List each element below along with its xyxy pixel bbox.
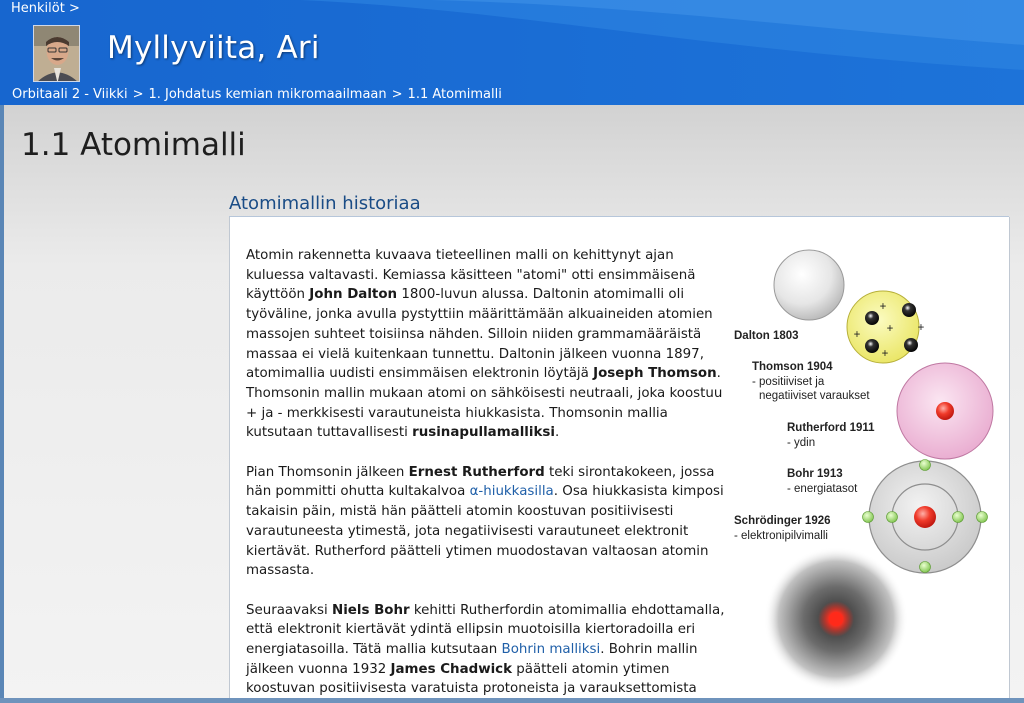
nucleus bbox=[829, 612, 843, 626]
nucleus bbox=[936, 402, 954, 420]
alpha-particles-link[interactable]: α-hiukkasilla bbox=[469, 484, 554, 500]
bold-name: John Dalton bbox=[309, 287, 398, 303]
paragraph-rutherford: Pian Thomsonin jälkeen Ernest Rutherford teki sirontakokeen, jossa hän pommitti ohutta kultakalvoa α-hiukkasilla. Osa hiukkasista kimposi takaisin päin, mistä hän päätteli atomin koostuvan positiivisesti varautuneesta ytimestä, jota negatiivisesti varautuneet elektronit kiertävät. Rutherford päätteli ytimen muodostavan valtaosan atomin massasta. bbox=[246, 464, 724, 579]
label-thomson-desc: negatiiviset varaukset bbox=[759, 390, 870, 402]
plus-charge: + bbox=[917, 322, 925, 334]
avatar[interactable] bbox=[33, 25, 80, 82]
plus-charge: + bbox=[886, 323, 894, 335]
window-bottom-edge bbox=[0, 698, 1024, 703]
plus-charge: + bbox=[853, 329, 861, 341]
label-schrodinger: Schrödinger 1926 bbox=[734, 515, 831, 527]
bold-name: Niels Bohr bbox=[331, 602, 410, 618]
label-rutherford: Rutherford 1911 bbox=[787, 422, 875, 434]
breadcrumb-course[interactable]: Orbitaali 2 - Viikki bbox=[12, 87, 128, 102]
electron bbox=[920, 460, 931, 471]
label-thomson: Thomson 1904 bbox=[752, 361, 833, 373]
bohr-model-link[interactable]: Bohrin malliksi bbox=[501, 642, 601, 658]
section-title: Atomimallin historiaa bbox=[229, 193, 421, 214]
electron bbox=[953, 512, 964, 523]
bold-name: Joseph Thomson bbox=[593, 366, 717, 382]
label-thomson-desc: - positiiviset ja bbox=[752, 376, 825, 388]
breadcrumb-separator: > bbox=[391, 87, 403, 102]
plus-charge: + bbox=[881, 348, 889, 360]
label-dalton: Dalton 1803 bbox=[734, 330, 799, 342]
bold-name: James Chadwick bbox=[390, 661, 513, 677]
label-rutherford-desc: - ydin bbox=[787, 437, 816, 449]
label-bohr: Bohr 1913 bbox=[787, 468, 843, 480]
electron bbox=[865, 311, 879, 325]
profile-header bbox=[0, 0, 1024, 105]
label-bohr-desc: - energiatasot bbox=[787, 483, 858, 495]
electron bbox=[977, 512, 988, 523]
electron bbox=[904, 338, 918, 352]
electron bbox=[887, 512, 898, 523]
electron bbox=[865, 339, 879, 353]
person-name: Myllyviita, Ari bbox=[107, 30, 320, 66]
breadcrumb bbox=[12, 87, 502, 102]
article-text bbox=[246, 246, 731, 703]
people-crumb-link[interactable]: Henkilöt > bbox=[11, 1, 80, 16]
atom-models-diagram bbox=[729, 247, 999, 692]
plus-charge: + bbox=[879, 301, 887, 313]
electron bbox=[902, 303, 916, 317]
page-title: 1.1 Atomimalli bbox=[21, 127, 246, 163]
label-schrodinger-desc: - elektronipilvimalli bbox=[734, 530, 828, 542]
electron bbox=[863, 512, 874, 523]
breadcrumb-current[interactable]: 1.1 Atomimalli bbox=[407, 87, 502, 102]
breadcrumb-chapter[interactable]: 1. Johdatus kemian mikromaailmaan bbox=[148, 87, 387, 102]
breadcrumb-separator: > bbox=[132, 87, 144, 102]
dalton-sphere bbox=[774, 250, 844, 320]
electron bbox=[920, 562, 931, 573]
paragraph-bohr: Seuraavaksi Niels Bohr kehitti Rutherfordin atomimallia ehdottamalla, että elektronit kiertävät ydintä ellipsin muotoisilla kiertoradoilla eri energiatasoilla. Tätä mallia kutsutaan Bohrin malliksi. Bohrin mallin jälkeen vuonna 1932 James Chadwick päätteli atomin ytimen koostuvan positiivisesta varatuista protoneista ja varauksettomista bbox=[246, 602, 725, 697]
nucleus bbox=[914, 506, 936, 528]
paragraph-dalton-thomson: Atomin rakennetta kuvaava tieteellinen malli on kehittynyt ajan kuluessa valtavasti. Kemiassa käsitteen "atomi" otti ensimmäisenä käyttöön John Dalton 1800-luvun alussa. Daltonin atomimalli oli työväline, jonka avulla pystyttiin määrittämään alkuaineiden atomien massojen suhteet toisiinsa nähden. Silloin niiden grammamääräistä massaa ei vielä kuitenkaan tunnettu. Daltonin jälkeen vuonna 1897, atomimallia uudisti ensimmäisen elektronin löytäjä Joseph Thomson. Thomsonin mallin mukaan atomi on sähköisesti neutraali, joka koostuu + ja - merkkisesti varautuneista hiukkasista. Thomsonin mallia kutsutaan tuttavallisesti rusinapullamalliksi. bbox=[246, 248, 723, 441]
bold-name: Ernest Rutherford bbox=[408, 464, 545, 480]
bold-term: rusinapullamalliksi bbox=[412, 425, 555, 441]
